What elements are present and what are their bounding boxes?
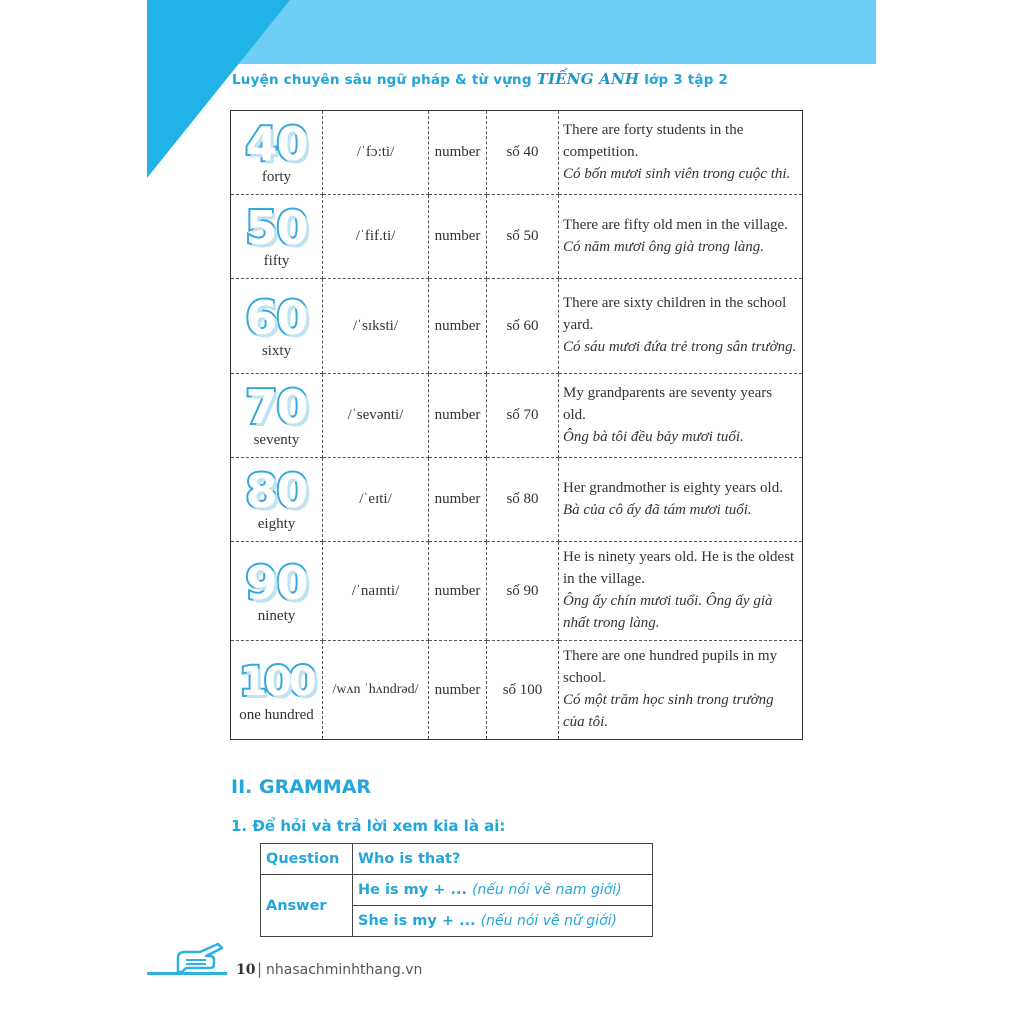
big-numeral: 60 <box>245 290 308 345</box>
ipa-cell: /ˈsɪksti/ <box>323 279 429 374</box>
ipa-cell: /ˈeɪti/ <box>323 458 429 542</box>
big-numeral: 40 <box>245 117 308 171</box>
number-word: fifty <box>263 253 290 269</box>
example-cell <box>559 279 803 374</box>
example-english: Her grandmother is eighty years old. <box>563 479 783 496</box>
example-vietnamese: Có bốn mươi sinh viên trong cuộc thi. <box>563 165 791 182</box>
example-vietnamese: Có một trăm học sinh trong trường của tôi. <box>563 692 774 730</box>
big-numeral: 90 <box>245 555 308 610</box>
ipa-cell: /ˈsevənti/ <box>323 374 429 458</box>
meaning-cell: số 80 <box>487 458 559 542</box>
big-numeral: 100 <box>239 658 314 705</box>
table-row <box>231 374 803 458</box>
table-row <box>231 542 803 641</box>
ipa-cell: /ˈfɔ:ti/ <box>323 111 429 195</box>
table-row <box>261 875 653 906</box>
example-vietnamese: Ông bà tôi đều bảy mươi tuổi. <box>563 428 744 445</box>
word-type-cell: number <box>429 641 487 740</box>
example-english: There are sixty children in the school yard. <box>563 295 787 333</box>
answer-female-text: She is my + ... <box>358 913 476 929</box>
word-type-cell: number <box>429 542 487 641</box>
answer-male-note: (nếu nói về nam giới) <box>472 882 622 898</box>
number-cell <box>231 542 323 641</box>
number-word: forty <box>261 169 292 185</box>
number-word: eighty <box>257 516 296 532</box>
number-cell <box>231 458 323 542</box>
number-cell <box>231 641 323 740</box>
table-row <box>231 279 803 374</box>
meaning-cell: số 60 <box>487 279 559 374</box>
example-english: My grandparents are seventy years old. <box>563 384 773 423</box>
example-english: There are forty students in the competition. <box>563 121 744 160</box>
question-label: Question <box>261 844 353 875</box>
question-text: Who is that? <box>353 844 653 875</box>
number-word: ninety <box>257 607 296 624</box>
ipa-cell: /wʌn ˈhʌndrəd/ <box>323 641 429 740</box>
answer-female <box>353 906 653 937</box>
word-type-cell: number <box>429 458 487 542</box>
header-title <box>232 70 812 88</box>
example-cell <box>559 374 803 458</box>
answer-male <box>353 875 653 906</box>
meaning-cell: số 90 <box>487 542 559 641</box>
example-cell <box>559 458 803 542</box>
example-cell <box>559 195 803 279</box>
table-row <box>231 195 803 279</box>
example-english: There are fifty old men in the village. <box>563 216 788 233</box>
number-cell <box>231 279 323 374</box>
table-row <box>231 111 803 195</box>
table-row <box>231 641 803 740</box>
word-type-cell: number <box>429 374 487 458</box>
example-english: He is ninety years old. He is the oldest in the village. <box>563 549 795 587</box>
grammar-table <box>260 843 653 937</box>
number-cell <box>231 195 323 279</box>
page-number: 10 <box>236 962 256 978</box>
vocabulary-table <box>230 110 803 740</box>
answer-label: Answer <box>261 875 353 937</box>
meaning-cell: số 50 <box>487 195 559 279</box>
answer-male-text: He is my + ... <box>358 882 467 898</box>
example-vietnamese: Ông ấy chín mươi tuổi. Ông ấy già nhất trong làng. <box>563 593 773 631</box>
word-type-cell: number <box>429 279 487 374</box>
example-english: There are one hundred pupils in my school. <box>563 648 778 686</box>
meaning-cell: số 70 <box>487 374 559 458</box>
table-row <box>231 458 803 542</box>
subsection-title: 1. Để hỏi và trả lời xem kia là ai: <box>231 817 506 835</box>
example-vietnamese: Bà của cô ấy đã tám mươi tuổi. <box>563 501 752 518</box>
footer-separator: | <box>257 960 263 978</box>
example-cell <box>559 111 803 195</box>
example-cell <box>559 641 803 740</box>
number-cell <box>231 111 323 195</box>
website-url: nhasachminhthang.vn <box>266 962 423 978</box>
writing-hand-icon <box>172 942 228 976</box>
big-numeral: 50 <box>245 201 308 255</box>
big-numeral: 70 <box>245 380 308 434</box>
word-type-cell: number <box>429 111 487 195</box>
header-title-brand: TIẾNG ANH <box>536 70 640 88</box>
word-type-cell: number <box>429 195 487 279</box>
big-numeral: 80 <box>245 464 308 518</box>
table-row <box>261 844 653 875</box>
example-vietnamese: Có sáu mươi đứa trẻ trong sân trường. <box>563 339 797 355</box>
number-word: sixty <box>261 342 292 359</box>
meaning-cell: số 40 <box>487 111 559 195</box>
ipa-cell: /ˈfif.ti/ <box>323 195 429 279</box>
header-title-prefix: Luyện chuyên sâu ngữ pháp & từ vựng <box>232 72 532 88</box>
header-title-suffix: lớp 3 tập 2 <box>644 72 729 88</box>
number-word: one hundred <box>239 706 314 723</box>
number-word: seventy <box>253 432 300 448</box>
example-cell <box>559 542 803 641</box>
section-title: II. GRAMMAR <box>231 776 372 798</box>
example-vietnamese: Có năm mươi ông già trong làng. <box>563 238 765 255</box>
ipa-cell: /ˈnaɪnti/ <box>323 542 429 641</box>
answer-female-note: (nếu nói về nữ giới) <box>480 913 617 929</box>
meaning-cell: số 100 <box>487 641 559 740</box>
number-cell <box>231 374 323 458</box>
